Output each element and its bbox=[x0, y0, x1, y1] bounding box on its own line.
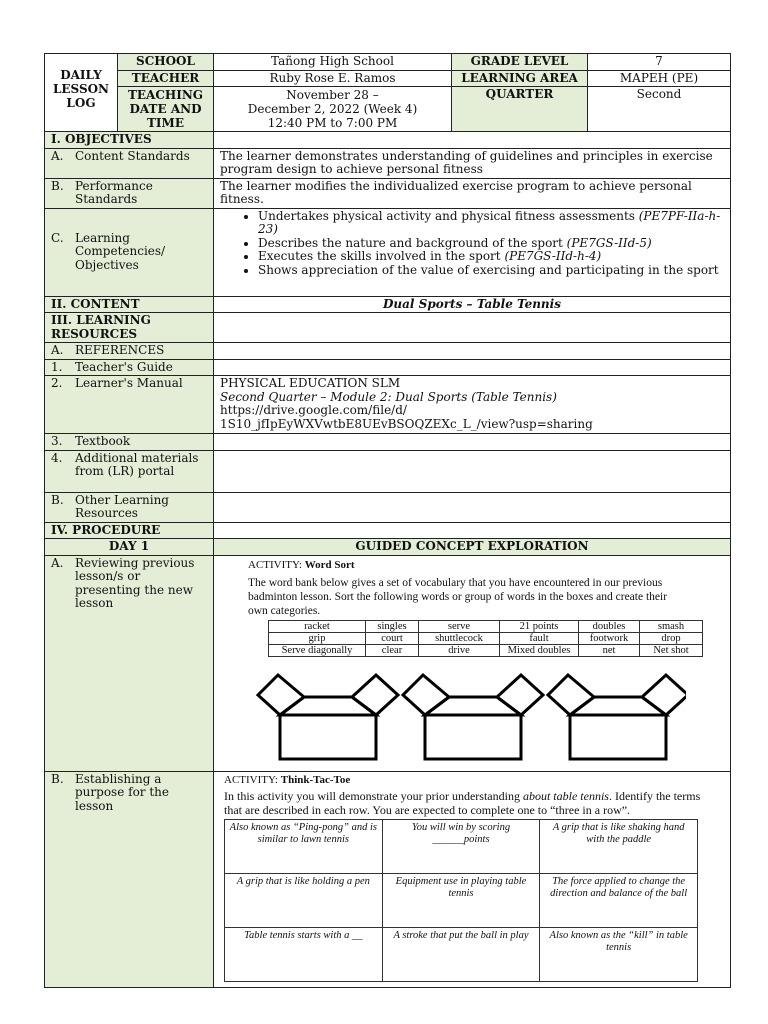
learning-area-label: LEARNING AREA bbox=[452, 70, 588, 87]
think-tac-toe-title: ACTIVITY: Think-Tac-Toe bbox=[224, 773, 351, 786]
competency-item: • Executes the skills involved in the sport (PE7GS-IId-h-4) bbox=[258, 250, 726, 264]
box-part bbox=[642, 675, 686, 715]
learning-area-value: MAPEH (PE) bbox=[588, 70, 731, 87]
tic-tac-toe-cell: A stroke that put the ball in play bbox=[382, 928, 540, 982]
sorting-box-icon bbox=[403, 675, 543, 759]
word-bank-cell: drive bbox=[419, 645, 500, 657]
textbook-blank bbox=[214, 434, 731, 451]
tic-tac-toe-cell: Table tennis starts with a __ bbox=[225, 928, 383, 982]
daily-lesson-log bbox=[44, 53, 730, 988]
competency-item: • Undertakes physical activity and physical fitness assessments (PE7PF-IIa-h-23) bbox=[258, 210, 726, 237]
word-bank-cell: fault bbox=[500, 633, 579, 645]
competency-item: • Shows appreciation of the value of exercising and participating in the sport bbox=[258, 264, 726, 278]
think-tac-toe-activity bbox=[214, 771, 731, 987]
teaching-date-value: November 28 – December 2, 2022 (Week 4) 12:40 PM to 7:00 PM bbox=[214, 87, 452, 132]
objectives-title: I. OBJECTIVES bbox=[45, 132, 214, 149]
sorting-boxes-drawing bbox=[256, 667, 686, 762]
tic-tac-toe-cell: Also known as the “kill” in table tennis bbox=[540, 928, 698, 982]
procedure-title: IV. PROCEDURE bbox=[45, 522, 214, 539]
box-part bbox=[403, 675, 449, 715]
textbook-label: 3. Textbook bbox=[45, 434, 214, 451]
word-bank-cell: grip bbox=[269, 633, 366, 645]
think-tac-toe-instructions: In this activity you will demonstrate your prior understanding about table tennis. Identify the terms that are described in each row. You are expected to complete one to “three in a row”. bbox=[224, 789, 701, 817]
box-part bbox=[548, 675, 594, 715]
word-bank-cell: clear bbox=[366, 645, 419, 657]
learning-competencies-label: C. Learning Competencies/ Objectives bbox=[45, 208, 214, 296]
box-part bbox=[497, 675, 543, 715]
word-bank-cell: serve bbox=[419, 621, 500, 633]
teacher-value: Ruby Rose E. Ramos bbox=[214, 70, 452, 87]
word-bank-cell: shuttlecock bbox=[419, 633, 500, 645]
procedure-blank bbox=[214, 522, 731, 539]
word-bank-cell: Net shot bbox=[640, 645, 703, 657]
box-part bbox=[425, 715, 521, 759]
other-resources-blank bbox=[214, 492, 731, 522]
grade-level-label: GRADE LEVEL bbox=[452, 54, 588, 71]
establishing-purpose-label: B. Establishing a purpose for the lesson bbox=[45, 771, 214, 987]
additional-materials-blank bbox=[214, 450, 731, 492]
additional-materials-label: 4. Additional materials from (LR) portal bbox=[45, 450, 214, 492]
school-value: Tañong High School bbox=[214, 54, 452, 71]
school-label: SCHOOL bbox=[118, 54, 214, 71]
other-resources-label: B. Other Learning Resources bbox=[45, 492, 214, 522]
word-bank-cell: 21 points bbox=[500, 621, 579, 633]
word-bank-cell: Serve diagonally bbox=[269, 645, 366, 657]
grade-level-value: 7 bbox=[588, 54, 731, 71]
tic-tac-toe-row bbox=[225, 820, 698, 874]
word-bank-cell: Mixed doubles bbox=[500, 645, 579, 657]
sorting-box-icon bbox=[548, 675, 686, 759]
learning-resources-blank bbox=[214, 313, 731, 343]
content-standards-text: The learner demonstrates understanding of guidelines and principles in exercise program design to achieve personal fitness bbox=[214, 148, 731, 178]
word-bank-cell: court bbox=[366, 633, 419, 645]
content-standards-label: A. Content Standards bbox=[45, 148, 214, 178]
performance-standards-text: The learner modifies the individualized exercise program to achieve personal fitness. bbox=[214, 178, 731, 208]
tic-tac-toe-cell: A grip that is like shaking hand with the paddle bbox=[540, 820, 698, 874]
learners-manual-text: PHYSICAL EDUCATION SLM Second Quarter – Module 2: Dual Sports (Table Tennis) https://drive.google.com/file/d/ 1S10_jfIpEyWXVwtbE8UEvBSOQZEXc_L_/view?usp=sharing bbox=[214, 376, 731, 434]
content-topic: Dual Sports – Table Tennis bbox=[214, 296, 731, 313]
objectives-blank bbox=[214, 132, 731, 149]
word-bank-cell: doubles bbox=[579, 621, 640, 633]
references-blank bbox=[214, 343, 731, 360]
tic-tac-toe-cell: Equipment use in playing table tennis bbox=[382, 874, 540, 928]
tic-tac-toe-row bbox=[225, 928, 698, 982]
box-part bbox=[258, 675, 304, 715]
quarter-value: Second bbox=[588, 87, 731, 132]
think-tac-toe-grid bbox=[224, 819, 698, 982]
learning-competencies-list bbox=[214, 208, 731, 296]
log-title: DAILY LESSON LOG bbox=[45, 54, 118, 132]
performance-standards-label: B. Performance Standards bbox=[45, 178, 214, 208]
word-bank-cell: smash bbox=[640, 621, 703, 633]
word-bank-cell: net bbox=[579, 645, 640, 657]
box-part bbox=[352, 675, 398, 715]
phase-title: GUIDED CONCEPT EXPLORATION bbox=[214, 539, 731, 556]
competency-item: • Describes the nature and background of the sport (PE7GS-IId-5) bbox=[258, 237, 726, 251]
tic-tac-toe-cell: You will win by scoring ______points bbox=[382, 820, 540, 874]
word-bank-cell: footwork bbox=[579, 633, 640, 645]
word-bank-row bbox=[269, 633, 703, 645]
tic-tac-toe-cell: The force applied to change the direction and balance of the ball bbox=[540, 874, 698, 928]
quarter-label: QUARTER bbox=[452, 87, 588, 132]
learners-manual-label: 2. Learner's Manual bbox=[45, 376, 214, 434]
word-bank-row bbox=[269, 621, 703, 633]
word-sort-activity bbox=[214, 555, 731, 771]
competency-list bbox=[218, 210, 726, 278]
word-sort-instructions: The word bank below gives a set of vocabulary that you have encountered in our previous badminton lesson. Sort the following words or group of words in the boxes and create their own categories. bbox=[248, 577, 668, 617]
sorting-box-icon bbox=[258, 675, 398, 759]
module-link-line1[interactable]: https://drive.google.com/file/d/ bbox=[220, 403, 407, 417]
teachers-guide-label: 1. Teacher's Guide bbox=[45, 359, 214, 376]
sorting-boxes bbox=[256, 667, 726, 762]
word-bank-row bbox=[269, 645, 703, 657]
box-part bbox=[280, 715, 376, 759]
word-bank-table bbox=[268, 620, 703, 657]
references-label: A. REFERENCES bbox=[45, 343, 214, 360]
competency-code: (PE7PF-IIa-h-23) bbox=[258, 208, 721, 236]
box-part bbox=[570, 715, 666, 759]
tic-tac-toe-cell: Also known as “Ping-pong” and is similar to lawn tennis bbox=[225, 820, 383, 874]
word-bank-cell: racket bbox=[269, 621, 366, 633]
word-bank-cell: singles bbox=[366, 621, 419, 633]
word-sort-title: ACTIVITY: Word Sort bbox=[248, 558, 355, 571]
content-title: II. CONTENT bbox=[45, 296, 214, 313]
teacher-label: TEACHER bbox=[118, 70, 214, 87]
learning-resources-title: III. LEARNING RESOURCES bbox=[45, 313, 214, 343]
module-link-line2[interactable]: 1S10_jfIpEyWXVwtbE8UEvBSOQZEXc_L_/view?usp=sharing bbox=[220, 416, 593, 431]
competency-code: (PE7GS-IId-h-4) bbox=[504, 249, 602, 263]
day-label: DAY 1 bbox=[45, 539, 214, 556]
tic-tac-toe-row bbox=[225, 874, 698, 928]
reviewing-lesson-label: A. Reviewing previous lesson/s or presenting the new lesson bbox=[45, 555, 214, 771]
competency-code: (PE7GS-IId-5) bbox=[566, 235, 652, 250]
word-bank-cell: drop bbox=[640, 633, 703, 645]
teachers-guide-blank bbox=[214, 359, 731, 376]
lesson-log-table bbox=[44, 53, 731, 988]
teaching-date-label: TEACHING DATE AND TIME bbox=[118, 87, 214, 132]
tic-tac-toe-cell: A grip that is like holding a pen bbox=[225, 874, 383, 928]
